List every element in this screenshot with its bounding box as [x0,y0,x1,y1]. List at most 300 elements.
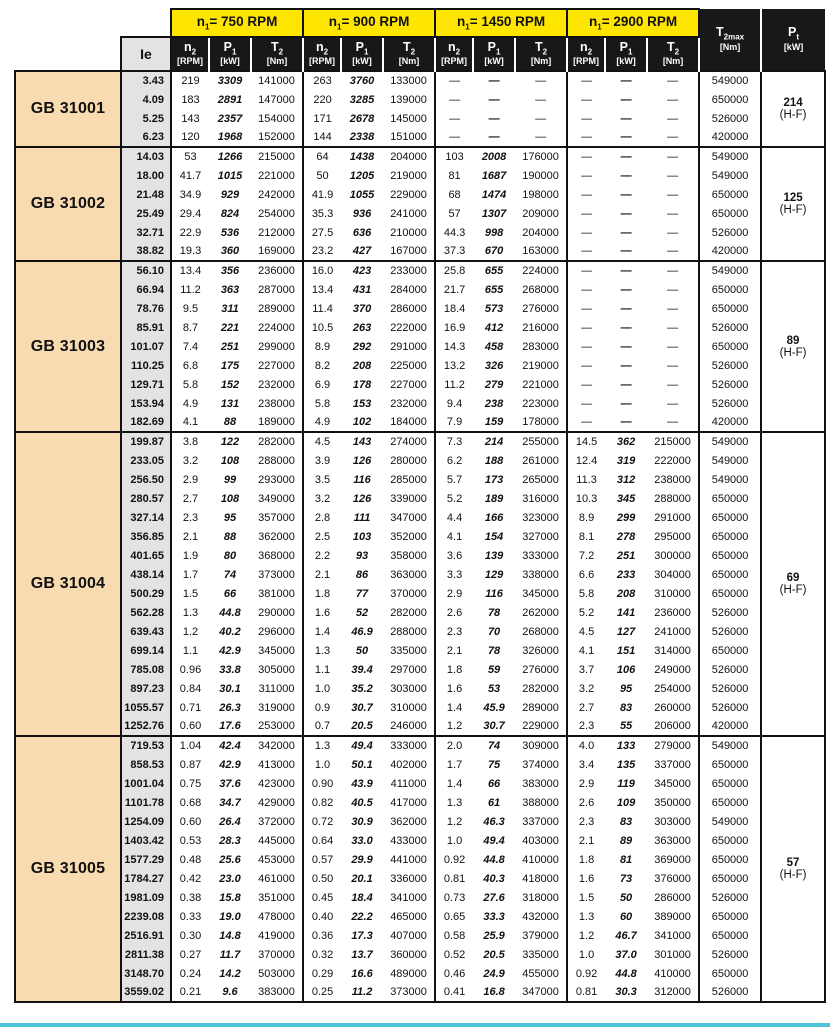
t2-value: 262000 [522,606,559,619]
p1-value: — [605,71,647,90]
t2-value: 289000 [522,701,559,714]
t2-value: 489000 [390,967,427,980]
p1-value: 153 [352,397,372,410]
t2-value: 176000 [515,147,567,166]
pt-value: 69 (H-F) [761,432,825,736]
t2max-value: 549000 [699,432,761,451]
p1-value: 16.8 [473,983,515,1002]
p1-value: 1307 [481,207,507,220]
p1-value: 99 [223,473,237,486]
ie-value: 401.65 [121,546,171,565]
t2-value: 445000 [258,834,295,847]
p1-value: 3285 [349,93,375,106]
n2-value: 27.5 [303,223,341,242]
n2-value: — [567,204,605,223]
n2-value: 0.24 [171,964,209,983]
n2-value: 263 [303,71,341,90]
t2max-value: 650000 [699,907,761,926]
p1-value: 30.3 [605,983,647,1002]
n2-value: 9.4 [435,394,473,413]
t2-value: 453000 [258,853,295,866]
n2-value: 0.7 [303,717,341,736]
t2-value: 335000 [522,948,559,961]
t2-value: 370000 [258,948,295,961]
p1-value: 1055 [349,188,375,201]
t2-value: 238000 [654,473,691,486]
t2-value: 433000 [390,834,427,847]
data-row [15,964,825,983]
data-row [15,204,825,223]
p1-value: 35.2 [351,682,373,695]
p1-value: 655 [484,283,504,296]
t2-value: 282000 [522,682,559,695]
t2-value: 316000 [522,492,559,505]
n2-value: 3.4 [567,755,605,774]
t2-value: 333000 [522,549,559,562]
col-header-t2: $T_2$ [Nm] [515,37,567,71]
n2-value: 2.3 [435,622,473,641]
n2-value: 16.9 [435,318,473,337]
n2-value: 1.3 [435,793,473,812]
ie-value: 356.85 [121,527,171,546]
data-row [15,394,825,413]
p1-value: 49.4 [341,736,383,755]
n2-value: — [435,71,473,90]
t2-value: 441000 [390,853,427,866]
n2-value: 1.0 [435,831,473,850]
model-label: GB 31005 [15,736,121,1002]
model-label: GB 31002 [15,147,121,261]
ie-value: 1101.78 [121,793,171,812]
n2-value: 7.9 [435,413,473,432]
p1-value: 44.8 [615,967,637,980]
p1-value: 238 [484,397,504,410]
p1-value: 13.7 [351,948,373,961]
n2-value: 21.7 [435,280,473,299]
t2max-value: 526000 [699,888,761,907]
p1-value: 9.6 [209,983,251,1002]
t2-value: 219000 [390,169,427,182]
n2-value: 34.9 [171,185,209,204]
n2-value: 120 [171,128,209,147]
n2-value: 0.65 [435,907,473,926]
p1-value: 221 [220,321,240,334]
ie-value: 438.14 [121,565,171,584]
n2-value: — [567,394,605,413]
p1-value: 299 [616,511,636,524]
p1-value: 95 [619,682,633,695]
data-row [15,451,825,470]
n2-value: 1.6 [567,869,605,888]
p1-value: 1968 [217,131,243,143]
p1-value: — [473,71,515,90]
t2-value: 410000 [522,853,559,866]
n2-value: 0.53 [171,831,209,850]
t2max-value: 526000 [699,945,761,964]
spec-table [14,8,826,1003]
t2-value: 503000 [258,967,295,980]
n2-value: 1.2 [171,622,209,641]
n2-value: 8.7 [171,318,209,337]
t2-value: 290000 [258,606,295,619]
t2max-value: 526000 [699,679,761,698]
t2max-value: 549000 [699,736,761,755]
t2-value: 222000 [390,321,427,334]
n2-value: 8.1 [567,527,605,546]
p1-value: 59 [487,663,501,676]
data-row [15,185,825,204]
p1-value: 573 [484,302,504,315]
n2-value: 2.0 [435,736,473,755]
p1-value: 42.9 [219,758,241,771]
t2max-value: 420000 [699,128,761,147]
n2-value: 18.4 [435,299,473,318]
speed-group-header-1450: $n_1= 1450$ RPM [435,9,567,37]
p1-value: — [620,245,632,257]
t2-value: 363000 [390,568,427,581]
p1-value: 33.0 [351,834,373,847]
t2-value: 345000 [654,777,691,790]
col-header-n2: $n_2$ [RPM] [567,37,605,71]
n2-value: 8.9 [303,337,341,356]
t2-value: 350000 [654,796,691,809]
n2-value: — [567,223,605,242]
p1-value: 370 [352,302,372,315]
t2-value: 276000 [522,302,559,315]
p1-value: 20.1 [351,872,373,885]
n2-value: 2.1 [435,641,473,660]
p1-value: 412 [484,321,504,334]
t2-value: 255000 [515,432,567,451]
n2-value: — [435,128,473,147]
n2-value: 0.41 [435,983,473,1002]
p1-value: — [620,226,632,239]
ie-value: 66.94 [121,280,171,299]
p1-value: 151 [616,644,636,657]
t2-value: 286000 [390,302,427,315]
t2-value: 151000 [390,131,427,143]
ie-value: 38.82 [121,242,171,261]
t2-value: — [535,112,547,125]
ie-value: 719.53 [121,736,171,755]
t2-value: 236000 [251,261,303,280]
n2-value: 0.73 [435,888,473,907]
t2-value: 341000 [390,891,427,904]
ie-value: 233.05 [121,451,171,470]
t2-value: 418000 [522,872,559,885]
n2-value: 0.72 [303,812,341,831]
t2-value: 169000 [258,245,295,257]
n2-value: — [567,280,605,299]
p1-value: 3309 [209,71,251,90]
t2-value: 314000 [654,644,691,657]
data-row [15,223,825,242]
ie-value: 2239.08 [121,907,171,926]
t2-value: 299000 [258,340,295,353]
p1-value: 46.7 [615,929,637,942]
p1-value: 263 [352,321,372,334]
n2-value: 0.52 [435,945,473,964]
ie-value: 1252.76 [121,717,171,736]
n2-value: 144 [303,128,341,147]
speed-group-header-2900: $n_1= 2900$ RPM [567,9,699,37]
p1-value: 26.3 [219,701,241,714]
t2max-value: 650000 [699,869,761,888]
n2-value: — [567,375,605,394]
p1-value: 28.3 [219,834,241,847]
t2-value: 337000 [654,758,691,771]
n2-value: 2.8 [303,508,341,527]
n2-value: — [567,90,605,109]
p1-value: 356 [209,261,251,280]
n2-value: 1.4 [303,622,341,641]
t2-value: 232000 [390,397,427,410]
t2max-value: 526000 [699,983,761,1002]
model-label: GB 31004 [15,432,121,736]
n2-value: 0.45 [303,888,341,907]
n2-value: 1.9 [171,546,209,565]
ie-value: 858.53 [121,755,171,774]
t2-value: 285000 [390,473,427,486]
p1-value: 93 [355,549,369,562]
n2-value: — [567,356,605,375]
ie-value: 562.28 [121,603,171,622]
p1-value: 636 [352,226,372,239]
t2-value: 327000 [522,530,559,543]
t2-value: 368000 [258,549,295,562]
data-row [15,337,825,356]
p1-value: 30.1 [219,682,241,695]
data-row [15,147,825,166]
n2-value: — [567,337,605,356]
n2-value: 19.3 [171,242,209,261]
t2-value: 282000 [390,606,427,619]
p1-value: 43.9 [351,777,373,790]
p1-value: 175 [220,359,240,372]
t2-value: — [667,226,679,239]
p1-value: — [620,340,632,353]
n2-value: — [435,109,473,128]
n2-value: 1.5 [567,888,605,907]
n2-value: 1.4 [435,774,473,793]
n2-value: 0.64 [303,831,341,850]
t2-value: 242000 [258,188,295,201]
n2-value: 0.25 [303,983,341,1002]
t2-value: 461000 [258,872,295,885]
p1-value: 109 [616,796,636,809]
bottom-accent-line [0,1023,830,1027]
p1-value: 998 [484,226,504,239]
data-row [15,432,825,451]
t2-value: — [515,71,567,90]
data-row [15,907,825,926]
n2-value: 4.1 [435,527,473,546]
n2-value: 1.04 [171,736,209,755]
p1-value: — [488,112,500,125]
n2-value: 2.9 [567,774,605,793]
ie-value: 6.23 [121,128,171,147]
p1-value: 14.8 [219,929,241,942]
data-row [15,470,825,489]
t2-value: 432000 [522,910,559,923]
t2-value: 253000 [258,720,295,732]
p1-value: 40.2 [219,625,241,638]
t2-value: — [647,261,699,280]
p1-value: 40.5 [351,796,373,809]
p1-value: 208 [352,359,372,372]
t2-value: 189000 [258,416,295,428]
t2-value: 223000 [522,397,559,410]
t2-value: 184000 [390,416,427,428]
p1-value: 2008 [473,147,515,166]
p1-value: 22.2 [351,910,373,923]
t2-value: 284000 [390,283,427,296]
ie-value: 1254.09 [121,812,171,831]
t2max-value: 650000 [699,508,761,527]
n2-value: 1.6 [303,603,341,622]
n2-value: 16.0 [303,261,341,280]
t2max-value: 650000 [699,565,761,584]
t2-value: 233000 [383,261,435,280]
n2-value: 0.30 [171,926,209,945]
data-row [15,356,825,375]
n2-value: 4.1 [567,641,605,660]
n2-value: 1.8 [435,660,473,679]
t2-value: 241000 [654,625,691,638]
p1-value: 159 [484,416,504,428]
data-row [15,983,825,1002]
t2max-value: 526000 [699,622,761,641]
t2-value: 312000 [647,983,699,1002]
t2-value: 407000 [390,929,427,942]
n2-value: 0.90 [303,774,341,793]
n2-value: 8.2 [303,356,341,375]
col-header-t2max: $T_{2max}$ [Nm] [699,9,761,71]
n2-value: 0.40 [303,907,341,926]
n2-value: — [567,413,605,432]
p1-value: 119 [617,777,635,790]
p1-value: 19.0 [219,910,241,923]
data-row [15,413,825,432]
p1-value: 319 [616,454,636,467]
p1-value: 141 [616,606,636,619]
data-row [15,71,825,90]
p1-value: 78 [487,644,501,657]
p1-value: — [488,93,500,106]
p1-value: 188 [484,454,504,467]
data-row [15,679,825,698]
t2-value: 280000 [390,454,427,467]
t2max-value: 650000 [699,299,761,318]
ie-value: 129.71 [121,375,171,394]
t2max-value: 420000 [699,242,761,261]
p1-value: 61 [487,796,501,809]
col-header-n2: $n_2$ [RPM] [435,37,473,71]
t2-value: 423000 [258,777,295,790]
p1-value: 17.6 [219,720,241,732]
t2-value: 241000 [390,207,427,220]
n2-value: 7.2 [567,546,605,565]
t2-value: 310000 [654,587,691,600]
t2max-value: 650000 [699,584,761,603]
p1-value: 292 [352,340,372,353]
p1-value: 251 [616,549,636,562]
t2-value: — [535,93,547,106]
t2-value: 326000 [522,644,559,657]
data-row [15,546,825,565]
pt-value: 57 (H-F) [761,736,825,1002]
t2-value: 141000 [251,71,303,90]
p1-value: 1438 [341,147,383,166]
t2-value: 274000 [383,432,435,451]
p1-value: 129 [484,568,504,581]
p1-value: 17.3 [351,929,373,942]
t2-value: 227000 [390,378,427,391]
n2-value: 6.6 [567,565,605,584]
p1-value: 83 [619,815,633,828]
n2-value: 2.3 [567,812,605,831]
t2-value: 224000 [258,321,295,334]
t2-value: 297000 [390,663,427,676]
t2-value: 369000 [654,853,691,866]
data-row [15,128,825,147]
p1-value: 50.1 [351,758,373,771]
t2-value: 349000 [258,492,295,505]
n2-value: 0.68 [171,793,209,812]
n2-value: 4.5 [567,622,605,641]
t2-value: 147000 [258,93,295,106]
t2max-value: 549000 [699,812,761,831]
t2max-value: 549000 [699,71,761,90]
t2-value: 276000 [522,663,559,676]
n2-value: 0.57 [303,850,341,869]
n2-value: 64 [303,147,341,166]
p1-value: — [488,131,500,143]
p1-value: 73 [619,872,633,885]
n2-value: 2.6 [435,603,473,622]
p1-value: 27.6 [483,891,505,904]
p1-value: 70 [487,625,501,638]
n2-value: 4.1 [171,413,209,432]
p1-value: 25.6 [219,853,241,866]
p1-value: 50 [355,644,369,657]
n2-value: 12.4 [567,451,605,470]
p1-value: 214 [473,432,515,451]
t2-value: 152000 [258,131,295,143]
n2-value: 50 [303,166,341,185]
n2-value: 57 [435,204,473,223]
t2-value: 413000 [258,758,295,771]
p1-value: 2891 [217,93,243,106]
ie-value: 2516.91 [121,926,171,945]
n2-value: 0.46 [435,964,473,983]
data-row [15,261,825,280]
n2-value: 1.2 [435,717,473,736]
n2-value: 2.9 [435,584,473,603]
p1-value: 103 [352,530,372,543]
p1-value: 18.4 [351,891,373,904]
t2-value: 335000 [390,644,427,657]
n2-value: 0.81 [567,983,605,1002]
n2-value: 2.9 [171,470,209,489]
p1-value: 427 [352,245,372,257]
t2-value: — [667,207,679,220]
t2max-value: 650000 [699,337,761,356]
p1-value: 102 [352,416,372,428]
t2max-value: 526000 [699,109,761,128]
data-row [15,565,825,584]
ie-value: 78.76 [121,299,171,318]
